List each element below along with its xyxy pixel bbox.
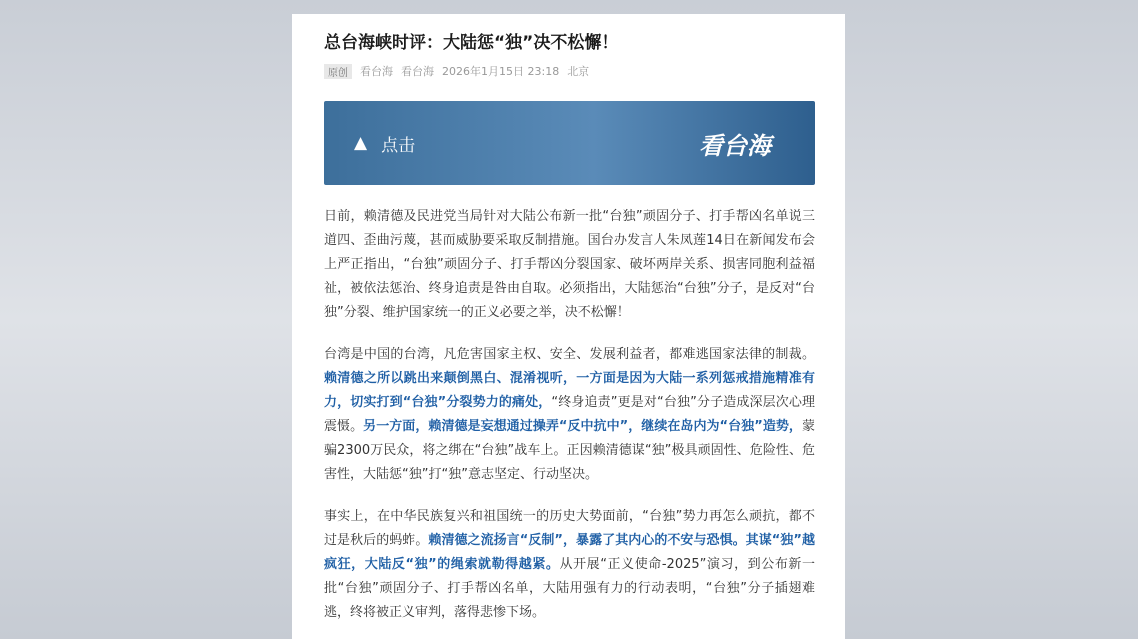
body-text: 台湾是中国的台湾，凡危害国家主权、安全、发展利益者，都难逃国家法律的制裁。 — [324, 347, 815, 362]
author-name[interactable]: 看台海 — [401, 65, 434, 78]
article-title: 总台海峡时评：大陆惩“独”决不松懈！ — [324, 33, 619, 53]
highlighted-text: 赖清德之所以跳出来颠倒黑白、混淆视听，一方面是因为大陆一系列惩戒措施精准有力，切实打到“台独”分裂势力的痛处， — [324, 371, 815, 410]
highlighted-text: 赖清德之流扬言“反制”，暴露了其内心的不安与恐惧。其谋“独”越疯狂，大陆反“独”的绳索就勒得越紧。 — [324, 533, 815, 572]
publish-location: 北京 — [567, 65, 590, 78]
banner-play-group[interactable] — [354, 131, 415, 156]
highlighted-text: 另一方面，赖清德是妄想通过操弄“反中抗中”，继续在岛内为“台独”造势， — [363, 419, 802, 434]
paragraph — [324, 505, 815, 625]
video-banner[interactable] — [324, 101, 815, 185]
source-link[interactable]: 看台海 — [360, 65, 393, 78]
body-text: 事实上，在中华民族复兴和祖国统一的历史大势面前，“台独”势力再怎么顽抗，都不过是秋后的蚂蚱。 — [324, 509, 815, 548]
article-body — [324, 205, 815, 625]
paragraph — [324, 205, 815, 325]
body-text: “终身追责”更是对“台独”分子造成深层次心理震慑。 — [324, 395, 815, 434]
kantaihai-logo: 看台海 — [699, 130, 771, 160]
body-text: 日前，赖清德及民进党当局针对大陆公布新一批“台独”顽固分子、打手帮凶名单说三道四、歪曲污蔑，甚而威胁要采取反制措施。国台办发言人朱凤莲14日在新闻发布会上严正指出，“台独”顽固分子、打手帮凶分裂国家、破坏两岸关系、损害同胞利益福祉，被依法惩治、终身追责是咎由自取。必须指出，大陆惩治“台独”分子，是反对“台独”分裂、维护国家统一的正义必要之举，决不松懈！ — [324, 209, 815, 320]
body-text: 蒙骗2300万民众，将之绑在“台独”战车上。正因赖清德谋“独”极具顽固性、危险性、危害性，大陆惩“独”打“独”意志坚定、行动坚决。 — [324, 419, 815, 482]
publish-datetime: 2026年1月15日 23:18 — [442, 65, 560, 78]
article-page — [292, 14, 845, 639]
click-label: 点击 — [381, 135, 416, 156]
paragraph — [324, 343, 815, 487]
triangle-up-icon: ▲ — [354, 133, 368, 153]
article-meta — [324, 63, 815, 79]
body-text: 从开展“正义使命-2025”演习，到公布新一批“台独”顽固分子、打手帮凶名单，大陆用强有力的行动表明，“台独”分子插翅难逃，终将被正义审判，落得悲惨下场。 — [324, 557, 815, 620]
original-tag: 原创 — [324, 64, 352, 79]
